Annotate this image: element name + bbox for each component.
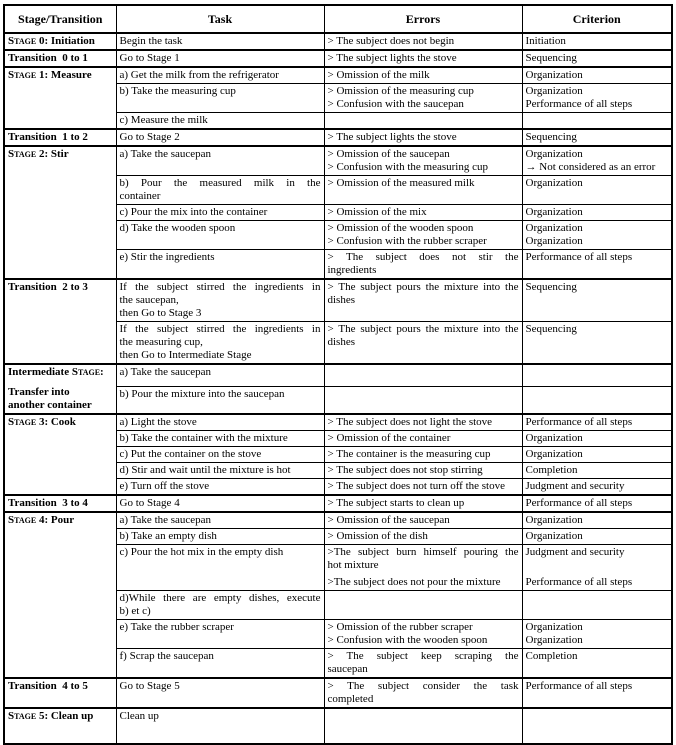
criterion-cell: Performance of all steps xyxy=(522,678,672,708)
col-header-stage-transition: Stage/Transition xyxy=(4,5,116,33)
errors-cell: > Omission of the measuring cup > Confusion with the saucepan xyxy=(324,84,522,113)
criterion-cell: Organization Organization xyxy=(522,620,672,649)
task-cell: e) Take the rubber scraper xyxy=(116,620,324,649)
task-cell: f) Scrap the saucepan xyxy=(116,649,324,679)
errors-cell: > The subject pours the mixture into the dishes xyxy=(324,322,522,365)
task-cell: b) Pour the mixture into the saucepan xyxy=(116,386,324,414)
task-cell: Go to Stage 1 xyxy=(116,50,324,67)
col-header-task: Task xyxy=(116,5,324,33)
table-row xyxy=(4,50,672,67)
errors-cell xyxy=(324,364,522,386)
task-cell: Clean up xyxy=(116,708,324,744)
errors-cell: > The subject does not stir the ingredients xyxy=(324,250,522,280)
errors-cell: > The subject starts to clean up xyxy=(324,495,522,512)
errors-cell: > Omission of the rubber scraper > Confusion with the wooden spoon xyxy=(324,620,522,649)
table-row xyxy=(4,414,672,431)
errors-cell: > Omission of the dish xyxy=(324,529,522,545)
criterion-cell: Sequencing xyxy=(522,50,672,67)
stage-transition-cell: Stage 1: Measure xyxy=(4,67,116,129)
task-cell: If the subject stirred the ingredients in the measuring cup, then Go to Intermediate Stage xyxy=(116,322,324,365)
stage-transition-cell: Transition 3 to 4 xyxy=(4,495,116,512)
errors-cell: > Omission of the saucepan > Confusion with the measuring cup xyxy=(324,146,522,176)
errors-cell: > The subject pours the mixture into the dishes xyxy=(324,279,522,322)
table-row xyxy=(4,708,672,744)
task-cell: c) Measure the milk xyxy=(116,113,324,130)
task-cell: b) Pour the measured milk in the container xyxy=(116,176,324,205)
errors-cell: > Omission of the milk xyxy=(324,67,522,84)
table-row xyxy=(4,512,672,529)
header-row xyxy=(4,5,672,33)
criterion-cell: Performance of all steps xyxy=(522,414,672,431)
criterion-cell: Initiation xyxy=(522,33,672,50)
stage-transition-cell: Stage 2: Stir xyxy=(4,146,116,279)
task-cell: d)While there are empty dishes, execute b) et c) xyxy=(116,591,324,620)
task-cell: b) Take the container with the mixture xyxy=(116,431,324,447)
task-cell: b) Take the measuring cup xyxy=(116,84,324,113)
errors-cell: > The subject does not begin xyxy=(324,33,522,50)
errors-cell xyxy=(324,386,522,414)
errors-cell xyxy=(324,113,522,130)
task-cell: e) Turn off the stove xyxy=(116,479,324,496)
task-cell: e) Stir the ingredients xyxy=(116,250,324,280)
col-header-criterion: Criterion xyxy=(522,5,672,33)
stage-transition-cell: Intermediate Stage: Transfer into another container xyxy=(4,364,116,414)
task-cell: a) Take the saucepan xyxy=(116,146,324,176)
errors-cell: > The subject lights the stove xyxy=(324,50,522,67)
errors-cell: > The container is the measuring cup xyxy=(324,447,522,463)
errors-cell: > The subject does not turn off the stove xyxy=(324,479,522,496)
criterion-cell xyxy=(522,113,672,130)
task-cell: Begin the task xyxy=(116,33,324,50)
task-cell: c) Put the container on the stove xyxy=(116,447,324,463)
table-row xyxy=(4,279,672,322)
criterion-cell: Organization xyxy=(522,67,672,84)
errors-cell: > Omission of the wooden spoon > Confusion with the rubber scraper xyxy=(324,221,522,250)
col-header-errors: Errors xyxy=(324,5,522,33)
errors-cell: > The subject does not stop stirring xyxy=(324,463,522,479)
errors-cell: > The subject does not light the stove xyxy=(324,414,522,431)
table-row xyxy=(4,33,672,50)
task-cell: d) Stir and wait until the mixture is hot xyxy=(116,463,324,479)
stage-transition-cell: Stage 0: Initiation xyxy=(4,33,116,50)
task-cell: a) Take the saucepan xyxy=(116,512,324,529)
criterion-cell: Sequencing xyxy=(522,322,672,365)
criterion-cell: Judgment and security xyxy=(522,479,672,496)
criterion-cell: Organization Performance of all steps xyxy=(522,84,672,113)
task-cell: If the subject stirred the ingredients in the saucepan, then Go to Stage 3 xyxy=(116,279,324,322)
criterion-cell xyxy=(522,386,672,414)
task-cell: c) Pour the hot mix in the empty dish xyxy=(116,545,324,591)
criterion-cell: Organization xyxy=(522,431,672,447)
criterion-cell: Organization xyxy=(522,447,672,463)
table-row xyxy=(4,364,672,386)
stage-transition-cell: Transition 2 to 3 xyxy=(4,279,116,364)
task-cell: a) Light the stove xyxy=(116,414,324,431)
criterion-cell: Sequencing xyxy=(522,279,672,322)
stage-transition-cell: Transition 0 to 1 xyxy=(4,50,116,67)
stage-transition-cell: Stage 5: Clean up xyxy=(4,708,116,744)
errors-cell: > Omission of the container xyxy=(324,431,522,447)
errors-cell: > The subject lights the stove xyxy=(324,129,522,146)
errors-cell: > Omission of the saucepan xyxy=(324,512,522,529)
criterion-cell xyxy=(522,591,672,620)
errors-cell: > The subject consider the task completed xyxy=(324,678,522,708)
task-cell: Go to Stage 2 xyxy=(116,129,324,146)
criterion-cell: Organization xyxy=(522,529,672,545)
criterion-cell: Organization Organization xyxy=(522,221,672,250)
table-row xyxy=(4,129,672,146)
task-cell: c) Pour the mix into the container xyxy=(116,205,324,221)
criterion-cell xyxy=(522,708,672,744)
criterion-cell: Performance of all steps xyxy=(522,250,672,280)
task-cell: b) Take an empty dish xyxy=(116,529,324,545)
table-row xyxy=(4,146,672,176)
table-row xyxy=(4,495,672,512)
task-cell: d) Take the wooden spoon xyxy=(116,221,324,250)
table-body xyxy=(4,33,672,744)
stage-transition-cell: Stage 4: Pour xyxy=(4,512,116,678)
criterion-cell xyxy=(522,364,672,386)
criterion-cell: Performance of all steps xyxy=(522,495,672,512)
criterion-cell: Organization xyxy=(522,512,672,529)
errors-cell: > Omission of the measured milk xyxy=(324,176,522,205)
task-cell: Go to Stage 4 xyxy=(116,495,324,512)
stage-transition-cell: Transition 4 to 5 xyxy=(4,678,116,708)
criterion-cell: Judgment and security Performance of all steps xyxy=(522,545,672,591)
errors-cell: > The subject keep scraping the saucepan xyxy=(324,649,522,679)
table-row xyxy=(4,678,672,708)
errors-cell xyxy=(324,591,522,620)
stage-transition-cell: Transition 1 to 2 xyxy=(4,129,116,146)
table-row xyxy=(4,67,672,84)
criterion-cell: Completion xyxy=(522,463,672,479)
task-cell: a) Get the milk from the refrigerator xyxy=(116,67,324,84)
criterion-cell: Sequencing xyxy=(522,129,672,146)
task-cell: Go to Stage 5 xyxy=(116,678,324,708)
criterion-cell: Organization xyxy=(522,176,672,205)
scoring-table xyxy=(3,4,673,745)
criterion-cell: Organization xyxy=(522,205,672,221)
errors-cell: >The subject burn himself pouring the hot mixture >The subject does not pour the mixture xyxy=(324,545,522,591)
errors-cell: > Omission of the mix xyxy=(324,205,522,221)
criterion-cell: Organization → Not considered as an error xyxy=(522,146,672,176)
task-cell: a) Take the saucepan xyxy=(116,364,324,386)
criterion-cell: Completion xyxy=(522,649,672,679)
errors-cell xyxy=(324,708,522,744)
stage-transition-cell: Stage 3: Cook xyxy=(4,414,116,495)
